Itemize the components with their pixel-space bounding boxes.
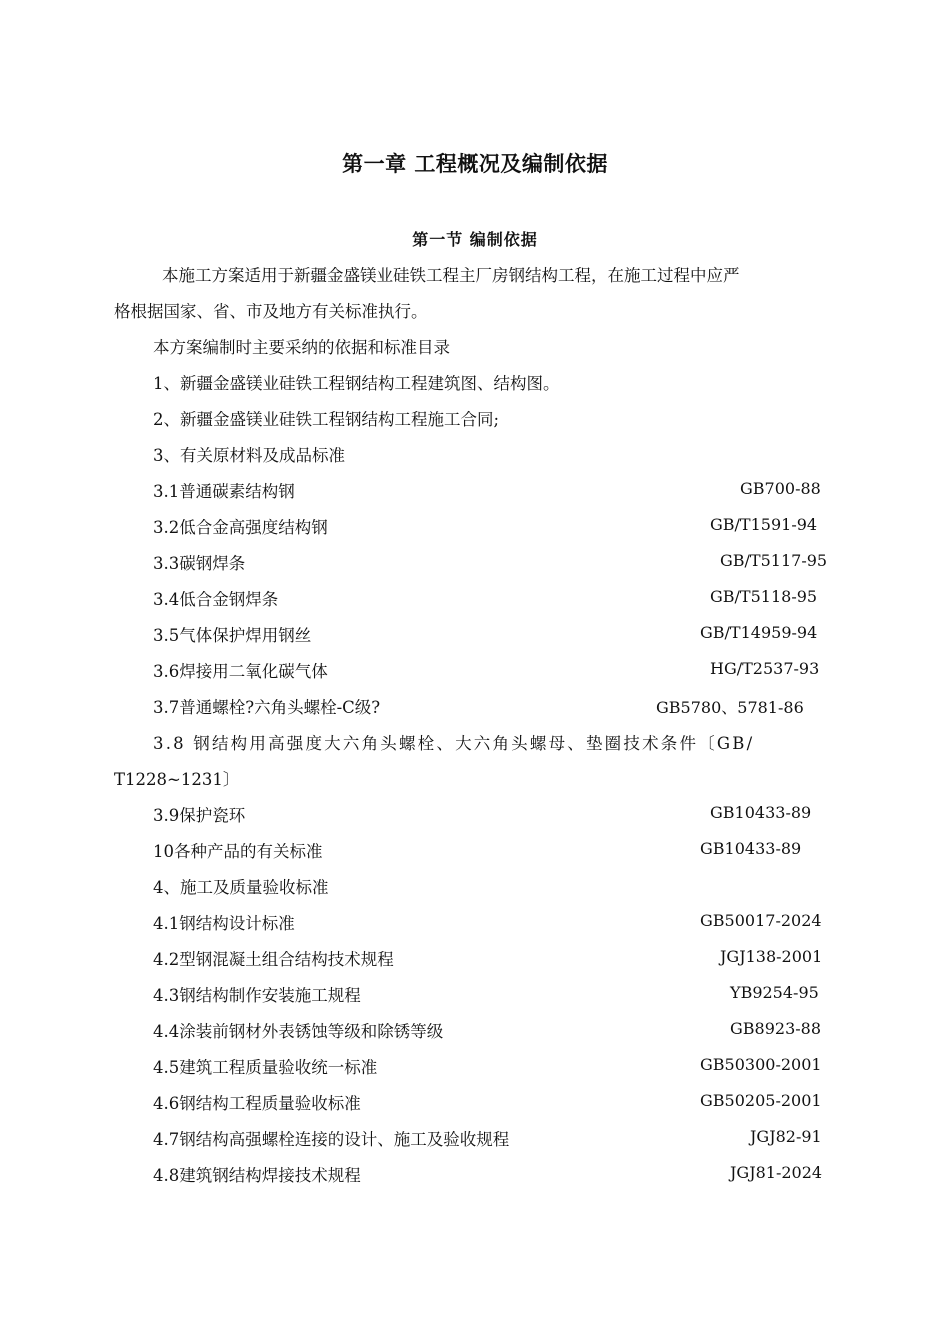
standard-label: 3.2低合金高强度结构钢 — [153, 518, 328, 537]
standard-code: GB/T14959-94 — [700, 623, 818, 642]
standard-label: 4.5建筑工程质量验收统一标准 — [153, 1058, 378, 1077]
standard-label: 4.6钢结构工程质量验收标准 — [153, 1094, 361, 1113]
list-item-3: 3、有关原材料及成品标准 — [153, 446, 345, 465]
section-title: 第一节 编制依据 — [412, 230, 538, 249]
standard-3-8-line-1: 3.8 钢结构用高强度大六角头螺栓、大六角头螺母、垫圈技术条件〔GB/ — [153, 734, 755, 753]
standard-code: GB700-88 — [740, 479, 821, 498]
standard-code: GB10433-89 — [710, 803, 812, 822]
standard-label: 4.1钢结构设计标准 — [153, 914, 295, 933]
standard-label: 4.8建筑钢结构焊接技术规程 — [153, 1166, 361, 1185]
standard-label: 3.1普通碳素结构钢 — [153, 482, 295, 501]
standard-label: 4.2型钢混凝土组合结构技术规程 — [153, 950, 394, 969]
standard-label: 3.3碳钢焊条 — [153, 554, 246, 573]
list-item-4: 4、施工及质量验收标准 — [153, 878, 329, 897]
standard-label: 4.3钢结构制作安装施工规程 — [153, 986, 361, 1005]
chapter-title: 第一章 工程概况及编制依据 — [342, 152, 608, 176]
standard-label: 3.6焊接用二氧化碳气体 — [153, 662, 328, 681]
standard-code: GB50205-2001 — [700, 1091, 822, 1110]
standard-code: JGJ82-91 — [750, 1127, 822, 1146]
intro-line-2: 格根据国家、省、市及地方有关标准执行。 — [114, 302, 428, 321]
standard-3-8-line-2: T1228~1231〕 — [114, 770, 240, 789]
standard-label: 3.5气体保护焊用钢丝 — [153, 626, 312, 645]
standard-label: 3.4低合金钢焊条 — [153, 590, 279, 609]
list-item-2: 2、新疆金盛镁业硅铁工程钢结构工程施工合同; — [153, 410, 500, 429]
standard-code: GB8923-88 — [730, 1019, 822, 1038]
standard-label: 3.9保护瓷环 — [153, 806, 246, 825]
standard-code: GB5780、5781-86 — [656, 698, 804, 717]
standard-code: GB/T1591-94 — [710, 515, 818, 534]
standard-code: HG/T2537-93 — [710, 659, 820, 678]
standard-label: 10各种产品的有关标准 — [153, 842, 323, 861]
list-item-1: 1、新疆金盛镁业硅铁工程钢结构工程建筑图、结构图。 — [153, 374, 560, 393]
standard-label: 4.7钢结构高强螺栓连接的设计、施工及验收规程 — [153, 1130, 510, 1149]
intro-line-1: 本施工方案适用于新疆金盛镁业硅铁工程主厂房钢结构工程，在施工过程中应严 — [162, 266, 740, 285]
standard-code: GB/T5118-95 — [710, 587, 818, 606]
basis-heading: 本方案编制时主要采纳的依据和标准目录 — [153, 338, 450, 357]
standard-label: 3.7普通螺栓?六角头螺栓-C级? — [153, 698, 381, 717]
standard-code: GB/T5117-95 — [720, 551, 828, 570]
standard-code: GB50300-2001 — [700, 1055, 822, 1074]
standard-code: JGJ138-2001 — [720, 947, 823, 966]
standard-code: GB10433-89 — [700, 839, 802, 858]
standard-label: 4.4涂装前钢材外表锈蚀等级和除锈等级 — [153, 1022, 444, 1041]
standard-code: JGJ81-2024 — [730, 1163, 823, 1182]
standard-code: GB50017-2024 — [700, 911, 822, 930]
standard-code: YB9254-95 — [730, 983, 819, 1002]
